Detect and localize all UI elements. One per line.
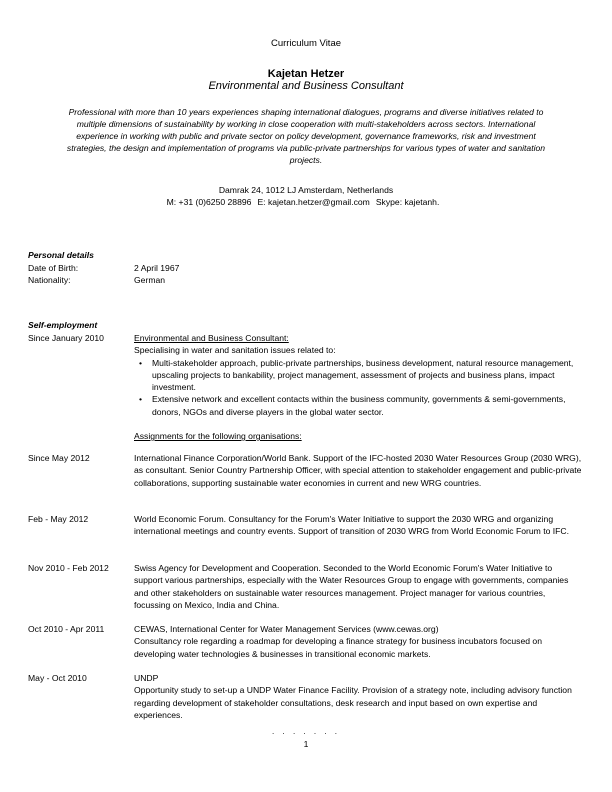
person-name: Kajetan Hetzer xyxy=(267,68,345,80)
assignment-period: Since May 2012 xyxy=(28,453,90,463)
assignment-text: World Economic Forum. Consultancy for the Forum's Water Initiative to support the 2030 WRG and organizing international meetings and country events. Support of transition of 2030 WRG from World Economic Forum to IFC. xyxy=(134,514,569,537)
assignment-text: Opportunity study to set-up a UNDP Water Finance Facility. Provision of a strategy note, including advisory function regarding development of stakeholder consultations, desk research and input based on own expertise and experiences. xyxy=(134,685,572,720)
assignments-heading: Assignments for the following organisations: xyxy=(134,431,302,442)
assignment-period: May - Oct 2010 xyxy=(28,673,87,683)
assignment-details xyxy=(134,623,582,660)
list-item: • Multi-stakeholder approach, public-private partnerships, business development, natural resource management, upscaling projects to bankability, project management, assessment of projects and business plans, impact investment. xyxy=(134,357,582,394)
dob-value: 2 April 1967 xyxy=(134,263,180,273)
person-role: Environmental and Business Consultant xyxy=(208,80,404,92)
assignment-text: International Finance Corporation/World Bank. Support of the IFC-hosted 2030 Water Resources Group (2030 WRG), as consultant. Senior Country Partnership Officer, with special attention to stakeholder engagement and public-private collaborations, supporting sustainable water economies in current and new WRG countries. xyxy=(134,453,582,488)
self-employment-heading: Self-employment xyxy=(28,320,98,330)
assignment-period: Nov 2010 - Feb 2012 xyxy=(28,563,109,573)
self-employment-role: Environmental and Business Consultant: xyxy=(134,333,289,343)
email-address: E: kajetan.hetzer@gmail.com xyxy=(257,197,370,207)
document-title: Curriculum Vitae xyxy=(270,38,342,49)
assignment-period: Feb - May 2012 xyxy=(28,514,89,524)
self-employment-details xyxy=(134,332,582,442)
assignment-period: Oct 2010 - Apr 2011 xyxy=(28,624,105,634)
assignment-org: UNDP xyxy=(134,673,159,683)
personal-details-heading: Personal details xyxy=(28,250,94,260)
nationality-value: German xyxy=(134,275,166,285)
nationality-label: Nationality: xyxy=(28,275,71,285)
address: Damrak 24, 1012 LJ Amsterdam, Netherlands xyxy=(218,185,394,195)
assignment-org: CEWAS, International Center for Water Management Services (www.cewas.org) xyxy=(134,624,439,634)
assignment-text: Swiss Agency for Development and Cooperation. Seconded to the World Economic Forum's Water Initiative to support various partnerships, especially with the Water Resources Group to engage with governments, companies and other stakeholders on sustainable water resources management. Project manager for various countries, focussing on Mexico, India and China. xyxy=(134,563,569,610)
page-number: 1 xyxy=(303,739,309,749)
assignment-text: Consultancy role regarding a roadmap for developing a finance strategy for business incubators focused on developing water technologies & businesses in transitional economic markets. xyxy=(134,636,542,659)
self-employment-period: Since January 2010 xyxy=(28,333,104,343)
mobile-number: M: +31 (0)6250 28896 xyxy=(166,197,252,207)
profile-summary: Professional with more than 10 years experiences shaping international dialogues, programs and diverse initiatives related to multiple dimensions of sustainability by working in close cooperation with multi-stakeholders across sectors. International experience in working with public and private sector on policy development, governance frameworks, risk and investment strategies, the design and implementation of programs via public-private partnerships for various types of water and sanitation projects. xyxy=(66,107,546,165)
self-employment-intro: Specialising in water and sanitation issues related to: xyxy=(134,345,336,356)
assignment-details xyxy=(134,672,582,721)
footer-separator: . . . . . . . xyxy=(272,727,340,736)
skype-id: Skype: kajetanh. xyxy=(375,197,440,207)
dob-label: Date of Birth: xyxy=(28,263,79,273)
contact-line xyxy=(0,197,612,207)
self-employment-bullets xyxy=(134,357,582,418)
list-item: • Extensive network and excellent contacts within the business community, governments & semi-governments, donors, NGOs and diverse players in the global water sector. xyxy=(134,393,582,418)
